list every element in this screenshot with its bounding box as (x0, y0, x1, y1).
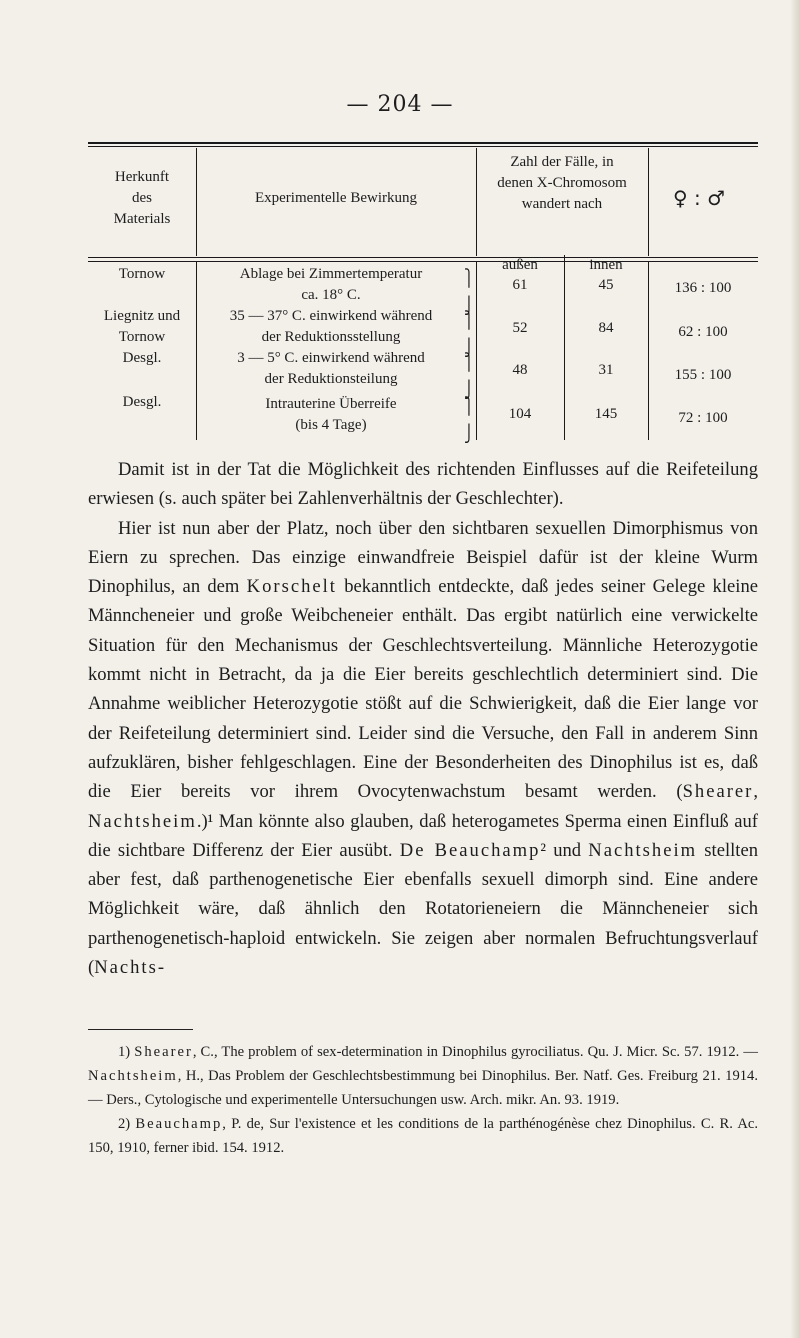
row-treatment: 35 — 37° C. einwirkend während der Reduktionsstellung (229, 308, 433, 345)
table-top-rule (88, 142, 758, 144)
col-divider-1b (196, 262, 197, 440)
text-run: , P. de, Sur l'existence et les conditions de la parthénogénèse chez Dinophilus. C. R. Ac. 150, 1910, ferner ibid. 154. 1912. (88, 1116, 758, 1156)
row-outside: 104 (508, 406, 532, 422)
brace-icon: ⎫ ⎭ (464, 352, 474, 399)
text-run: 2) (118, 1116, 136, 1132)
row-ratio: 155 : 100 (674, 367, 732, 383)
header-origin: Herkunft des Materials (113, 169, 171, 227)
row-origin: Tornow (118, 266, 166, 282)
author-name: Shearer (682, 781, 754, 803)
row-inside: 31 (598, 362, 614, 378)
text-run: ² und (540, 839, 589, 861)
author-name: De Beauchamp (399, 839, 541, 861)
footnotes (88, 1040, 758, 1160)
row-origin: Desgl. (122, 350, 162, 366)
text-run: , (753, 781, 758, 803)
footnote (88, 1112, 758, 1160)
data-table (88, 142, 758, 442)
row-origin: Liegnitz und Tornow (103, 308, 181, 345)
brace-icon: ⎫ ⎭ (464, 396, 474, 443)
brace-icon: ⎫ ⎭ (464, 310, 474, 357)
page-number: — 204 — (346, 92, 454, 117)
author-name: Nachts- (94, 957, 167, 979)
header-outside: außen (502, 257, 538, 273)
author-name: Nachtsheim (88, 1068, 178, 1084)
row-ratio: 136 : 100 (674, 280, 732, 296)
paragraph (88, 455, 758, 514)
table-header-rule-2 (88, 261, 758, 262)
row-ratio: 72 : 100 (678, 410, 728, 426)
footnote (88, 1040, 758, 1112)
row-ratio: 62 : 100 (678, 324, 728, 340)
text-run: , H., Das Problem der Geschlechtsbestimmung bei Dinophilus. Ber. Natf. Ges. Freiburg 21. 1914. — Ders., Cytologische und experimentelle Untersuchungen usw. Arch. mikr. An. 93. 1919. (88, 1068, 758, 1108)
brace-icon: ⎫ ⎭ (464, 268, 474, 315)
text-run: Damit ist in der Tat die Möglichkeit des richtenden Einflusses auf die Reifeteilung erwiesen (s. auch später bei Zahlenverhältnis der Geschlechter). (88, 459, 758, 510)
table-top-rule-thin (88, 146, 758, 147)
author-name: Nachtsheim (88, 810, 197, 832)
author-name: Nachtsheim (588, 839, 698, 861)
author-name: Shearer (134, 1044, 193, 1060)
text-run: stellten aber fest, daß parthenogenetische Eier ebenfalls sexuell dimorph sind. Eine andere Möglichkeit wäre, daß ähnlich den Rotatorieneiern die Männcheneier sich parthenogenetisch-haploid entwickeln. Sie zeigen aber normalen Befruchtungsverlauf ( (88, 839, 758, 979)
header-inside: innen (589, 257, 623, 273)
table-header-rule (88, 257, 758, 258)
author-name: Korschelt (246, 576, 337, 598)
row-outside: 61 (512, 277, 528, 293)
text-run: bekanntlich entdeckte, daß jedes seiner Gelege kleine Männcheneier und große Weibcheneier enthält. Das ergibt natürlich eine verwickelte Situation für den Mechanismus der Geschlechtsverteilung. Männliche Heterozygotie kommt nicht in Betracht, da ja die Eier bereits geschlechtlich determiniert sind. Die Annahme weiblicher Heterozygotie stößt auf die Schwierigkeit, daß die Eier lange vor der Reifeteilung determiniert sind. Leider sind die Versuche, den Fall in anderem Sinn aufzuklären, bisher fehlgeschlagen. Eine der Besonderheiten des Dinophilus ist es, daß die Eier bereits vor ihrem Ovocytenwachstum besamt werden. ( (88, 576, 758, 803)
text-run: .)¹ Man könnte also glauben, daß heterogametes Sperma einen Einfluß auf die sichtbare Differenz der Eier ausübt. (88, 810, 758, 861)
row-outside: 52 (512, 320, 528, 336)
row-outside: 48 (512, 362, 528, 378)
body-text (88, 455, 758, 982)
text-run: 1) (118, 1044, 135, 1060)
header-ratio: ♀ : ♂ (673, 186, 726, 210)
row-origin: Desgl. (122, 394, 162, 410)
col-divider-3 (648, 148, 649, 256)
row-inside: 45 (598, 277, 614, 293)
header-count: Zahl der Fälle, in denen X-Chromosom wandert nach (497, 154, 627, 212)
text-run: , C., The problem of sex-determination in Dinophilus gyrociliatus. Qu. J. Micr. Sc. 57. 1912. — (192, 1044, 758, 1060)
row-treatment: Ablage bei Zimmertemperatur ca. 18° C. (239, 266, 423, 303)
page-edge-shadow (790, 0, 800, 1338)
row-treatment: 3 — 5° C. einwirkend während der Reduktionsteilung (237, 350, 425, 387)
header-treatment: Experimentelle Bewirkung (254, 190, 418, 206)
row-inside: 84 (598, 320, 614, 336)
paragraph (88, 514, 758, 983)
row-treatment: Intrauterine Überreife (bis 4 Tage) (265, 396, 397, 433)
footnote-rule (88, 1029, 193, 1030)
author-name: Beauchamp (135, 1116, 223, 1132)
text-run: Hier ist nun aber der Platz, noch über den sichtbaren sexuellen Dimorphismus von Eiern zu sprechen. Das einzige einwandfreie Beispiel dafür ist der kleine Wurm Dinophilus, an dem (88, 517, 758, 598)
row-inside: 145 (594, 406, 618, 422)
